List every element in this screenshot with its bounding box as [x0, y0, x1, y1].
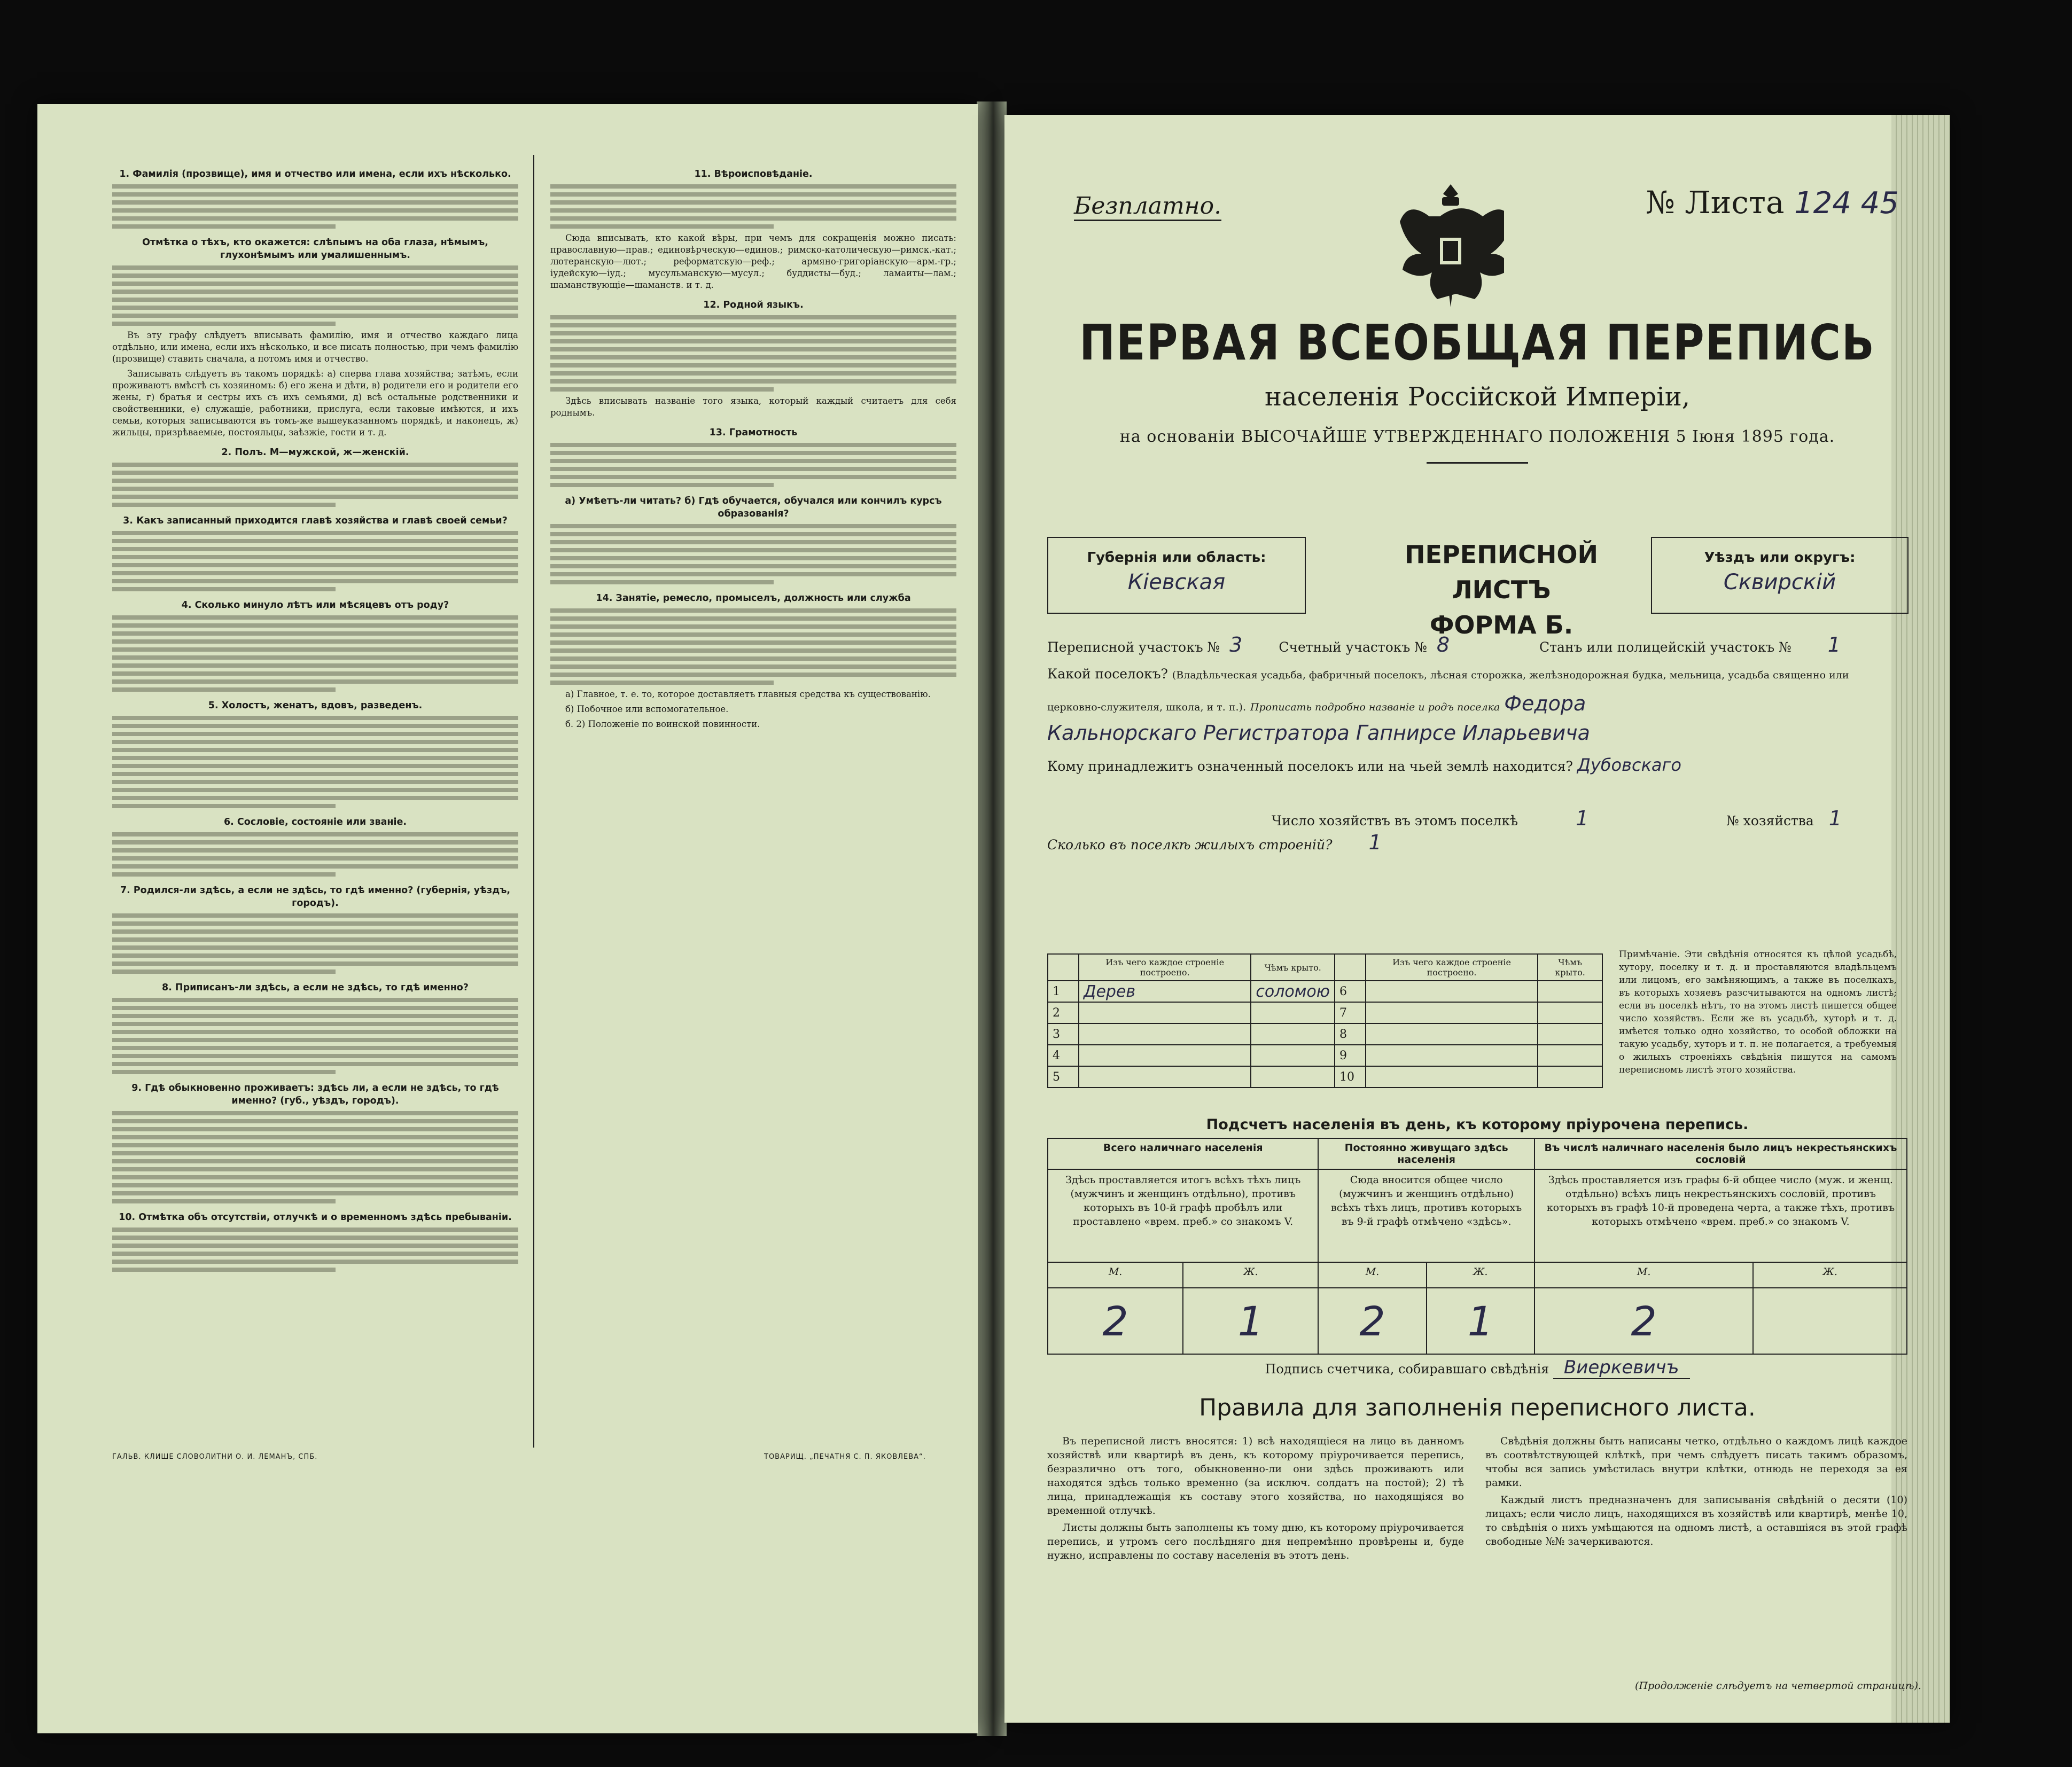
fine-print-lines [550, 184, 956, 229]
owner-value: Дубовскаго [1577, 755, 1681, 775]
row-number: 2 [1048, 1002, 1079, 1023]
left-page [37, 104, 978, 1733]
bld-head-what: Изъ чего каждое строеніе построено. [1079, 954, 1251, 981]
count-district-label: Счетный участокъ № [1279, 639, 1427, 655]
fine-print-lines [112, 832, 518, 877]
settlement-line-2 [1047, 694, 1907, 716]
buildings-value: 1 [1368, 831, 1382, 854]
households-label: Число хозяйствъ въ этомъ поселкѣ [1272, 813, 1518, 828]
bld-head-roof-2: Чѣмъ крыто. [1538, 954, 1602, 981]
count-district-value: 8 [1436, 633, 1450, 656]
row-number: 6 [1335, 981, 1366, 1002]
instruction-heading: 2. Полъ. М—мужской, ж—женскій. [221, 447, 409, 458]
fine-print-lines [112, 615, 518, 692]
count-title: Подсчетъ населенія въ день, къ которому пріурочена перепись. [1206, 1116, 1749, 1133]
gubernia-label: Губернія или область: [1087, 550, 1266, 566]
households-line [1047, 809, 1907, 830]
instruction-heading: 8. Приписанъ-ли здѣсь, а если не здѣсь, то гдѣ именно? [162, 982, 469, 993]
row-number: 10 [1335, 1066, 1366, 1088]
households-value: 1 [1576, 807, 1589, 830]
instruction-heading: 4. Сколько минуло лѣтъ или мѣсяцевъ отъ роду? [181, 600, 449, 611]
building-material [1366, 1045, 1538, 1066]
signature-value: Виеркевичъ [1553, 1357, 1690, 1379]
fine-print-lines [550, 524, 956, 584]
population-count-table [1047, 1138, 1907, 1355]
fine-print-lines [112, 716, 518, 808]
rule-paragraph: Листы должны быть заполнены къ тому дню, къ которому пріурочивается перепись, и утромъ сего послѣдняго дня непремѣнно провѣрены и, буде нужно, исправлены по составу населенія въ этотъ день. [1047, 1522, 1464, 1561]
rule-paragraph: Въ переписной листъ вносятся: 1) всѣ находящіеся на лицо въ данномъ хозяйствѣ или квартирѣ въ день, къ которому пріурочивается перепись, безразлично отъ того, обыкновенно-ли они здѣсь проживаютъ или находятся здѣсь только временно (за исключ. солдатъ на постой); 2) тѣ лица, принадлежащія къ составу этого хозяйства, но находящіяся во временной отлучкѣ. [1047, 1435, 1464, 1516]
settlement-value: Федора [1504, 692, 1586, 715]
instructions-column-2 [550, 160, 956, 733]
rules-title: Правила для заполненія переписного листа. [1199, 1394, 1756, 1421]
column-divider [533, 155, 534, 1448]
fine-print-lines [112, 998, 518, 1074]
district-line [1047, 633, 1907, 656]
household-no-value: 1 [1828, 807, 1842, 830]
building-material [1079, 1023, 1251, 1045]
female-label: Ж. [1753, 1262, 1907, 1288]
buildings-label: Сколько въ поселкѣ жилыхъ строеній? [1047, 837, 1333, 853]
instruction-heading: 11. Вѣроисповѣданіе. [694, 169, 813, 179]
building-row [1048, 1002, 1602, 1023]
female-count: 1 [1427, 1288, 1534, 1354]
row-number: 3 [1048, 1023, 1079, 1045]
male-label: М. [1048, 1262, 1183, 1288]
male-label: М. [1534, 1262, 1754, 1288]
instruction-heading: 1. Фамилія (прозвище), имя и отчество или имена, если ихъ нѣсколько. [119, 169, 511, 179]
instruction-paragraph: Сюда вписывать, кто какой вѣры, при чемъ для сокращенія можно писать: православную—прав.; единовѣрческую—единов.; римско-католическую—римск.-кат.; лютеранскую—лют.; реформатскую—реф.; армяно-григоріанскую—арм.-гр.; іудейскую—іуд.; мусульманскую—мусул.; буддисты—буд.; ламаиты—лам.; шаманствующіе—шаманств. и т. д. [550, 233, 956, 290]
building-roof [1538, 1023, 1602, 1045]
bld-head-what-2: Изъ чего каждое строеніе построено. [1366, 954, 1538, 981]
instruction-paragraph: Здѣсь вписывать названіе того языка, который каждый считаетъ для себя роднымъ. [550, 396, 956, 418]
settlement-hint-3: Прописать подробно названіе и родъ поселка [1250, 701, 1500, 713]
form-heading [1362, 537, 1640, 643]
building-roof [1251, 1023, 1335, 1045]
household-no-label: № хозяйства [1726, 813, 1814, 828]
imperial-eagle-emblem [1397, 179, 1504, 312]
female-count: 1 [1183, 1288, 1318, 1354]
building-material [1366, 1002, 1538, 1023]
instruction-heading: 12. Родной языкъ. [703, 300, 804, 310]
instruction-paragraph: б) Побочное или вспомогательное. [565, 704, 729, 714]
row-number: 9 [1335, 1045, 1366, 1066]
uezd-value: Сквирскій [1723, 570, 1836, 595]
building-row [1048, 1045, 1602, 1066]
fine-print-lines [112, 913, 518, 974]
count-column-description: Сюда вносится общее число (мужчинъ и женщинъ отдѣльно) всѣхъ тѣхъ лицъ, противъ которыхъ въ 9-й графѣ отмѣчено «здѣсь». [1318, 1169, 1534, 1262]
row-number: 5 [1048, 1066, 1079, 1088]
male-count: 2 [1318, 1288, 1426, 1354]
rules-column-2 [1485, 1434, 1907, 1552]
male-count: 2 [1534, 1288, 1754, 1354]
sheet-number-value: 124 45 [1794, 186, 1899, 221]
settlement-hint: (Владѣльческая усадьба, фабричный поселокъ, лѣсная сторожка, желѣзнодорожная будка, мельница, усадьба священно или [1172, 669, 1849, 681]
row-number: 1 [1048, 981, 1079, 1002]
building-roof [1251, 1045, 1335, 1066]
continuation-note: (Продолженіе слѣдуетъ на четвертой страницѣ). [1635, 1680, 1921, 1692]
instruction-heading: 10. Отмѣтка объ отсутствіи, отлучкѣ и о временномъ здѣсь пребываніи. [119, 1212, 512, 1223]
count-column-heading: Въ числѣ наличнаго населенія было лицъ некрестьянскихъ сословій [1534, 1138, 1907, 1169]
fine-print-lines [112, 184, 518, 229]
census-subtitle: населенія Россійской Имперіи, [1265, 382, 1690, 412]
count-column-heading: Всего наличнаго населенія [1048, 1138, 1318, 1169]
stan-label: Станъ или полицейскій участокъ № [1539, 639, 1791, 655]
building-material [1079, 1002, 1251, 1023]
sheet-number-label: № Листа [1646, 184, 1785, 221]
instruction-heading: а) Умѣетъ-ли читать? б) Гдѣ обучается, обучался или кончилъ курсъ образованія? [565, 496, 942, 519]
instruction-heading: 6. Сословіе, состояніе или званіе. [224, 817, 407, 827]
building-row [1048, 1023, 1602, 1045]
bld-head-roof: Чѣмъ крыто. [1251, 954, 1335, 981]
fine-print-lines [112, 1111, 518, 1203]
row-number: 4 [1048, 1045, 1079, 1066]
building-roof: соломою [1251, 981, 1335, 1002]
row-number: 7 [1335, 1002, 1366, 1023]
building-roof [1251, 1002, 1335, 1023]
instruction-paragraph: б. 2) Положеніе по воинской повинности. [565, 719, 760, 729]
owner-line [1047, 756, 1907, 776]
female-count [1753, 1288, 1907, 1354]
settlement-line-3 [1047, 721, 1907, 745]
rule-paragraph: Свѣдѣнія должны быть написаны четко, отдѣльно о каждомъ лицѣ каждое въ соотвѣтствующей клѣткѣ, при чемъ слѣдуетъ писать такимъ образомъ, чтобы вся запись умѣстилась внутри клѣтки, отнюдь не переходя за ея рамки. [1485, 1435, 1907, 1489]
sheet-number [1646, 184, 1899, 221]
building-roof [1251, 1066, 1335, 1088]
building-material [1366, 1023, 1538, 1045]
female-label: Ж. [1183, 1262, 1318, 1288]
building-roof [1538, 1002, 1602, 1023]
fine-print-lines [112, 531, 518, 591]
instruction-heading: 13. Грамотность [709, 427, 798, 438]
right-page [1004, 115, 1950, 1723]
building-material [1366, 981, 1538, 1002]
book-gutter [977, 101, 1007, 1736]
building-row [1048, 981, 1602, 1002]
settlement-line [1047, 665, 1907, 684]
settlement-label: Какой поселокъ? [1047, 666, 1168, 682]
signature-label: Подпись счетчика, собиравшаго свѣдѣнія [1265, 1362, 1549, 1377]
rules-column-1 [1047, 1434, 1464, 1566]
instruction-paragraph: Въ эту графу слѣдуетъ вписывать фамилію, имя и отчество каждаго лица отдѣльно, или имена, если ихъ нѣсколько, и все писать полностью, при чемъ фамилію (прозвище) ставить сначала, а потомъ имя и отчество. [112, 330, 518, 364]
buildings-line [1047, 833, 1907, 854]
instructions-column-1 [112, 160, 518, 1276]
census-title: ПЕРВАЯ ВСЕОБЩАЯ ПЕРЕПИСЬ [1079, 314, 1875, 371]
instruction-heading: 7. Родился-ли здѣсь, а если не здѣсь, то гдѣ именно? (губернія, уѣздъ, городъ). [120, 885, 511, 909]
buildings-table [1047, 953, 1603, 1088]
building-roof [1538, 981, 1602, 1002]
form-name: ФОРМА Б. [1429, 611, 1574, 639]
fine-print-lines [112, 463, 518, 507]
building-material [1079, 1066, 1251, 1088]
fine-print-lines [550, 608, 956, 685]
census-district-label: Переписной участокъ № [1047, 639, 1220, 655]
fine-print-lines [112, 265, 518, 326]
fine-print-lines [550, 443, 956, 487]
owner-label: Кому принадлежитъ означенный поселокъ или на чьей землѣ находится? [1047, 759, 1573, 774]
instruction-heading: 9. Гдѣ обыкновенно проживаетъ: здѣсь ли, а если не здѣсь, то гдѣ именно? (губ., уѣздъ, городъ). [131, 1083, 499, 1106]
header-boxes [1047, 537, 1907, 639]
female-label: Ж. [1427, 1262, 1534, 1288]
building-row [1048, 1066, 1602, 1088]
instruction-heading: 3. Какъ записанный приходится главѣ хозяйства и главѣ своей семьи? [123, 515, 508, 526]
instruction-paragraph: Записывать слѣдуетъ въ такомъ порядкѣ: а) сперва глава хозяйства; затѣмъ, если проживаютъ вмѣстѣ съ хозяиномъ: б) его жена и дѣти, в) родители его и родители его жены, г) братья и сестры ихъ съ ихъ семьями, д) всѣ остальные родственники и свойственники, е) служащіе, работники, прислуга, если таковые имѣются, и ихъ семьи, которыя записываются въ томъ-же вышеуказанномъ порядкѣ, и наконецъ, ж) жильцы, призрѣваемые, постояльцы, заѣзжіе, гости и т. д. [112, 369, 518, 437]
male-label: М. [1318, 1262, 1426, 1288]
fine-print-lines [550, 315, 956, 392]
male-count: 2 [1048, 1288, 1183, 1354]
settlement-hint-2: церковно-служителя, школа, и т. п.). [1047, 701, 1246, 713]
buildings-note: Примѣчаніе. Эти свѣдѣнія относятся къ цѣлой усадьбѣ, хутору, поселку и т. д. и проставляются владѣльцемъ или лицомъ, его замѣняющимъ, а также въ поселкахъ, въ которыхъ хозяевъ разсчитываются на одномъ листѣ; если въ поселкѣ нѣтъ, то на этомъ листѣ пишется общее число хозяйствъ. Если же въ усадьбѣ, хуторѣ и т. д. имѣется только одно хозяйство, то особой обложки на такую усадьбу, хуторъ и т. п. не полагается, а требуемыя о жилыхъ строеніяхъ свѣдѣнія пишутся на самомъ переписномъ листѣ этого хозяйства. [1619, 949, 1897, 1075]
enumerator-signature-line [1004, 1357, 1950, 1378]
instruction-heading: Отмѣтка о тѣхъ, кто окажется: слѣпымъ на оба глаза, нѣмымъ, глухонѣмымъ или умалишеннымъ. [142, 237, 488, 261]
count-column-description: Здѣсь проставляется изъ графы 6-й общее число (муж. и женщ. отдѣльно) всѣхъ лицъ некрестьянскихъ сословій, противъ которыхъ въ графѣ 10-й проведена черта, а также тѣхъ, противъ которыхъ отмѣчено «врем. преб.» со знакомъ V. [1534, 1169, 1907, 1262]
instruction-heading: 14. Занятіе, ремесло, промыселъ, должность или служба [596, 593, 911, 604]
title-rule [1427, 462, 1528, 464]
gubernia-box [1047, 537, 1306, 614]
building-roof [1538, 1045, 1602, 1066]
count-column-description: Здѣсь проставляется итогъ всѣхъ тѣхъ лицъ (мужчинъ и женщинъ отдѣльно), противъ которыхъ въ 10-й графѣ пробѣлъ или проставлено «врем. преб.» со знакомъ V. [1048, 1169, 1318, 1262]
instruction-heading: 5. Холостъ, женатъ, вдовъ, разведенъ. [208, 700, 423, 711]
printer-credit-left: ГАЛЬВ. КЛИШЕ СЛОВОЛИТНИ О. И. ЛЕМАНЪ, СПБ. [112, 1453, 318, 1461]
row-number: 8 [1335, 1023, 1366, 1045]
building-material [1079, 1045, 1251, 1066]
building-material [1366, 1066, 1538, 1088]
printer-credit-right: ТОВАРИЩ. „ПЕЧАТНЯ С. П. ЯКОВЛЕВА“. [764, 1453, 926, 1461]
stan-value: 1 [1827, 633, 1841, 656]
rule-paragraph: Каждый листъ предназначенъ для записыванія свѣдѣній о десяти (10) лицахъ; если число лицъ, находящихся въ хозяйствѣ или квартирѣ, менѣе 10, то свѣдѣнія о нихъ умѣщаются на одномъ листѣ, а оставшіяся въ этой графѣ свободные №№ зачеркиваются. [1485, 1494, 1907, 1547]
census-district-value: 3 [1229, 633, 1243, 656]
uezd-label: Уѣздъ или округъ: [1704, 550, 1856, 566]
uezd-box [1651, 537, 1909, 614]
fine-print-lines [112, 1227, 518, 1272]
count-column-heading: Постоянно живущаго здѣсь населенія [1318, 1138, 1534, 1169]
form-title: ПЕРЕПИСНОЙ ЛИСТЪ [1405, 540, 1598, 604]
gubernia-value: Кіевская [1127, 570, 1226, 595]
building-roof [1538, 1066, 1602, 1088]
settlement-value-2: Кальнорскаго Регистратора Гапнирсе Иларьевича [1047, 721, 1590, 745]
free-label: Безплатно. [1074, 192, 1221, 221]
instruction-paragraph: а) Главное, т. е. то, которое доставляетъ главныя средства къ существованію. [565, 689, 931, 699]
census-decree: на основаніи ВЫСОЧАЙШЕ УТВЕРЖДЕННАГО ПОЛОЖЕНІЯ 5 Іюня 1895 года. [1119, 427, 1835, 446]
building-material: Дерев [1079, 981, 1251, 1002]
